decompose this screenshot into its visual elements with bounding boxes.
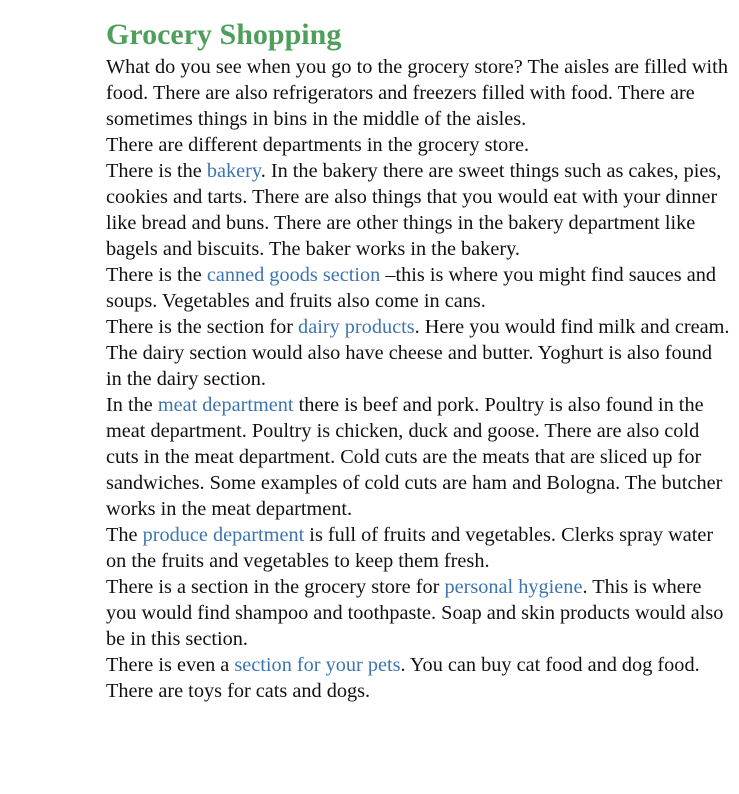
produce-term: produce department xyxy=(142,524,305,546)
paragraph-hygiene-body: . This is where you would find shampoo and toothpaste. Soap and skin products would also be in this section. xyxy=(106,576,724,650)
paragraph-pets-body: . You can buy cat food and dog food. There are toys for cats and dogs. xyxy=(106,654,700,702)
paragraph-meat xyxy=(106,392,730,522)
meat-department-term: meat department xyxy=(157,394,294,416)
paragraph-bakery-body: . In the bakery there are sweet things such as cakes, pies, cookies and tarts. There are also things that you would eat with your dinner like bread and buns. There are other things in the bakery department like bagels and biscuits. The baker works in the bakery. xyxy=(106,160,722,260)
paragraph-pets xyxy=(106,652,730,704)
paragraph-produce-body: is full of fruits and vegetables. Clerks spray water on the fruits and vegetables to keep them fresh. xyxy=(106,524,714,572)
bakery-term: bakery xyxy=(206,160,261,182)
paragraph-canned-goods xyxy=(106,262,730,314)
document-page xyxy=(106,16,730,704)
paragraph-canned-goods-body: –this is where you might find sauces and soups. Vegetables and fruits also come in cans. xyxy=(106,264,717,312)
paragraph-hygiene-lead: There is a section in the grocery store for xyxy=(106,576,445,598)
document-title: Grocery Shopping xyxy=(106,18,342,51)
paragraph-meat-body: there is beef and pork. Poultry is also found in the meat department. Poultry is chicken, duck and goose. There are also cold cuts in the meat department. Cold cuts are the meats that are sliced up for sandwiches. Some examples of cold cuts are ham and Bologna. The butcher works in the meat department. xyxy=(106,394,723,520)
paragraph-intro: What do you see when you go to the grocery store? The aisles are filled with food. There are also refrigerators and freezers filled with food. There are sometimes things in bins in the middle of the aisles. xyxy=(106,56,728,130)
paragraph-pets-lead: There is even a xyxy=(106,654,235,676)
paragraph-meat-lead: In the xyxy=(106,394,158,416)
paragraph-hygiene xyxy=(106,574,730,652)
paragraph-bakery xyxy=(106,158,730,262)
paragraph-bakery-lead: There is the xyxy=(106,160,207,182)
paragraph-produce-lead: The xyxy=(106,524,143,546)
paragraph-dairy xyxy=(106,314,730,392)
paragraph-dairy-lead: There is the section for xyxy=(106,316,299,338)
canned-goods-term: canned goods section xyxy=(206,264,381,286)
paragraph-produce xyxy=(106,522,730,574)
personal-hygiene-term: personal hygiene xyxy=(444,576,583,598)
paragraph-dairy-body: . Here you would find milk and cream. The dairy section would also have cheese and butter. Yoghurt is also found in the dairy section. xyxy=(106,316,730,390)
dairy-term: dairy products xyxy=(298,316,415,338)
paragraph-canned-goods-lead: There is the xyxy=(106,264,207,286)
pets-section-term: section for your pets xyxy=(234,654,401,676)
paragraph-departments: There are different departments in the grocery store. xyxy=(106,134,530,156)
